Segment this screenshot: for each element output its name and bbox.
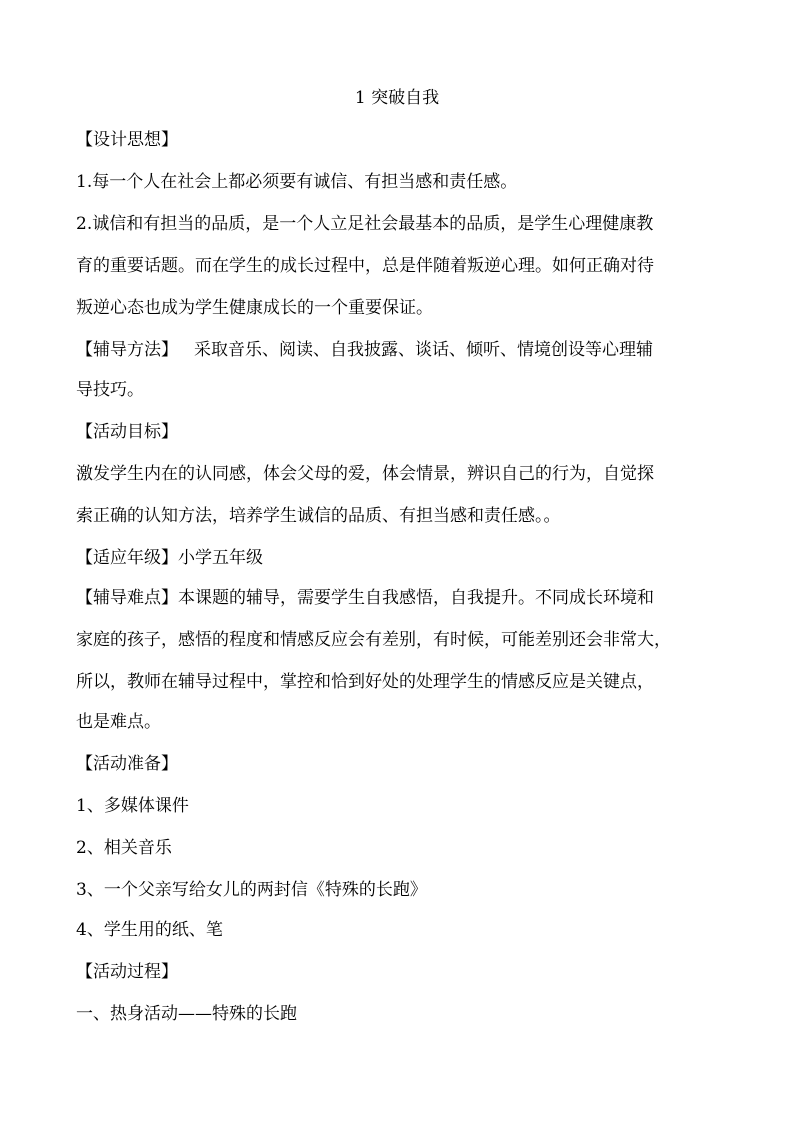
difficulty-text-b: 家庭的孩子，感悟的程度和情感反应会有差别，有时候，可能差别还会非常大， [76, 630, 671, 650]
process-heading: 【活动过程】 [76, 962, 178, 982]
difficulty-text-c: 所以，教师在辅导过程中，掌控和恰到好处的处理学生的情感反应是关键点， [76, 672, 654, 692]
design-line-2a: 2.诚信和有担当的品质，是一个人立足社会最基本的品质，是学生心理健康教 [76, 214, 654, 234]
prep-item: 2、相关音乐 [76, 838, 172, 858]
difficulty-text-d: 也是难点。 [76, 712, 161, 732]
goal-text-a: 激发学生内在的认同感，体会父母的爱，体会情景，辨识自己的行为，自觉探 [76, 464, 654, 484]
goal-heading: 【活动目标】 [76, 422, 178, 442]
design-line-1: 1.每一个人在社会上都必须要有诚信、有担当感和责任感。 [76, 172, 518, 192]
grade-heading: 【适应年级】 [76, 548, 178, 568]
difficulty-line-1 [76, 584, 654, 612]
prep-item: 1、多媒体课件 [76, 796, 189, 816]
method-heading: 【辅导方法】 [76, 340, 178, 360]
design-heading: 【设计思想】 [76, 130, 178, 150]
difficulty-text-a: 本课题的辅导，需要学生自我感悟，自我提升。不同成长环境和 [178, 588, 654, 608]
grade-line [76, 544, 263, 572]
goal-text-b: 索正确的认知方法，培养学生诚信的品质、有担当感和责任感。。 [76, 506, 561, 526]
method-text-a: 采取音乐、阅读、自我披露、谈话、倾听、情境创设等心理辅 [194, 340, 653, 360]
method-text-b: 导技巧。 [76, 380, 144, 400]
design-line-2b: 育的重要话题。而在学生的成长过程中，总是伴随着叛逆心理。如何正确对待 [76, 256, 654, 276]
document-title: 1 突破自我 [354, 88, 440, 108]
prep-item: 3、一个父亲写给女儿的两封信《特殊的长跑》 [76, 880, 427, 900]
design-line-2c: 叛逆心态也成为学生健康成长的一个重要保证。 [76, 298, 433, 318]
prep-item: 4、学生用的纸、笔 [76, 920, 223, 940]
method-line-1 [76, 336, 653, 364]
prep-heading: 【活动准备】 [76, 754, 178, 774]
process-step-1: 一、热身活动——特殊的长跑 [76, 1004, 297, 1024]
difficulty-heading: 【辅导难点】 [76, 588, 178, 608]
grade-text: 小学五年级 [178, 548, 263, 568]
